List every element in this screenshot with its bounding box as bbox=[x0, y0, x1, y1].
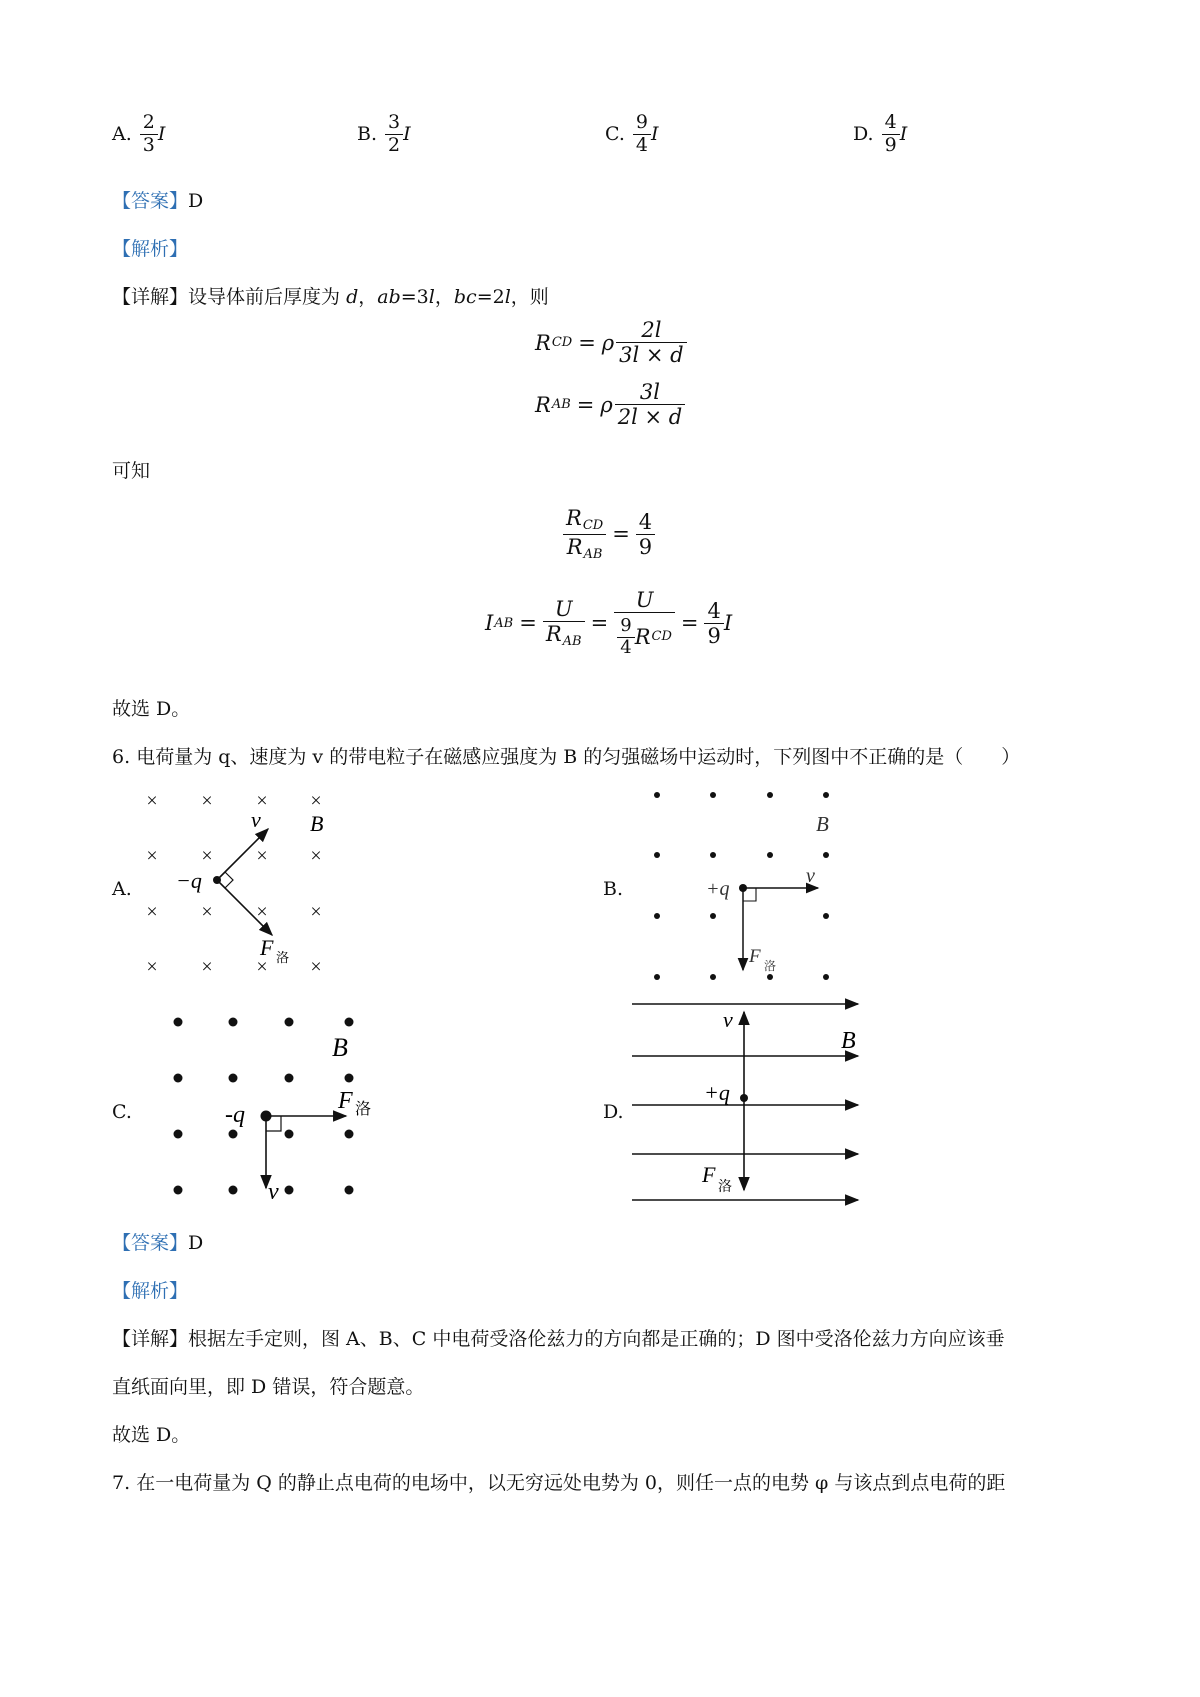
figure-b-f-label: F bbox=[749, 946, 761, 967]
q6-label-c: C. bbox=[112, 1101, 132, 1123]
option-c: C. $\frac{9}{4}$ I bbox=[605, 111, 659, 156]
q5-known: 可知 bbox=[112, 460, 151, 482]
svg-text:×: × bbox=[310, 901, 322, 923]
equation-ratio-rhs: $\frac{4}{9}$ bbox=[636, 510, 655, 559]
q6-detail-line-2: 直纸面向里，即 D 错误，符合题意。 bbox=[112, 1376, 425, 1398]
figure-d-v-label: v bbox=[723, 1007, 733, 1032]
figure-d-charge-label: +q bbox=[704, 1080, 730, 1105]
svg-text:×: × bbox=[146, 956, 158, 978]
q6-detail-line-1: 【详解】根据左手定则，图 A、B、C 中电荷受洛伦兹力的方向都是正确的；D 图中受洛伦兹力方向应该垂 bbox=[112, 1328, 1005, 1350]
figure-a bbox=[146, 790, 323, 978]
figure-d-field-lines bbox=[632, 1004, 858, 1200]
svg-text:×: × bbox=[310, 790, 322, 812]
equation-current-frac3: $\frac{4}{9}$ bbox=[704, 599, 723, 648]
figure-d-b-label: B bbox=[841, 1028, 856, 1054]
figure-c-f-label: F bbox=[338, 1088, 353, 1114]
figure-d-f-sub: 洛 bbox=[718, 1180, 732, 1195]
option-b-fraction: $\frac{3}{2}$ bbox=[385, 112, 403, 157]
figure-b bbox=[654, 792, 829, 980]
figure-a-f-label: F bbox=[260, 935, 274, 960]
q6-label-d: D. bbox=[603, 1101, 624, 1123]
equation-ratio-lhs: $\frac{R_{CD}}{R_{AB}}$ bbox=[563, 506, 606, 563]
q5-detail: 【详解】设导体前后厚度为 d，ab=3l，bc=2l，则 bbox=[112, 286, 549, 308]
equation-r-cd-fraction: $\frac{2l}{3l \times d}$ bbox=[616, 318, 686, 367]
equation-current: I AB = $\frac{U}{R_{AB}}$ = U $\frac{9}{4}$ R CD = $\frac{4}{9}$ I bbox=[485, 588, 733, 658]
q6-analysis-tag: 【解析】 bbox=[112, 1280, 189, 1302]
figure-c-f-sub: 洛 bbox=[355, 1101, 372, 1118]
svg-text:×: × bbox=[146, 845, 158, 867]
q5-choose: 故选 D。 bbox=[112, 698, 191, 720]
option-d-fraction: $\frac{4}{9}$ bbox=[882, 112, 900, 157]
q6-stem: 6. 电荷量为 q、速度为 v 的带电粒子在磁感应强度为 B 的匀强磁场中运动时，下列图中不正确的是（ ） bbox=[112, 746, 1021, 768]
figure-a-b-label: B bbox=[310, 811, 324, 836]
figure-d bbox=[632, 1004, 858, 1200]
svg-text:×: × bbox=[146, 790, 158, 812]
figure-a-f-sub: 洛 bbox=[276, 950, 290, 965]
q6-answer: 【答案】D bbox=[112, 1232, 204, 1254]
equation-current-frac1: $\frac{U}{R_{AB}}$ bbox=[543, 597, 585, 650]
q5-analysis-tag: 【解析】 bbox=[112, 238, 189, 260]
q5-answer: 【答案】D bbox=[112, 190, 204, 212]
option-a: A. $\frac{2}{3}$ I bbox=[112, 111, 166, 156]
equation-r-ab-fraction: $\frac{3l}{2l \times d}$ bbox=[615, 380, 685, 429]
figure-b-b-label: B bbox=[816, 812, 829, 836]
equation-ratio: $\frac{R_{CD}}{R_{AB}}$ = $\frac{4}{9}$ bbox=[563, 506, 655, 563]
figure-a-v-label: v bbox=[251, 807, 261, 832]
figure-c bbox=[174, 1018, 372, 1206]
figure-d-f-label: F bbox=[702, 1162, 716, 1187]
q6-label-a: A. bbox=[112, 878, 132, 900]
figure-c-charge-label: -q bbox=[225, 1102, 245, 1128]
option-b: B. $\frac{3}{2}$ I bbox=[357, 111, 411, 156]
option-a-fraction: $\frac{2}{3}$ bbox=[140, 112, 158, 157]
option-d: D. $\frac{4}{9}$ I bbox=[853, 111, 908, 156]
figure-c-b-label: B bbox=[332, 1033, 348, 1062]
q6-choose: 故选 D。 bbox=[112, 1424, 191, 1446]
figure-a-charge-label: −q bbox=[176, 868, 202, 893]
svg-text:×: × bbox=[256, 790, 268, 812]
svg-text:×: × bbox=[201, 956, 213, 978]
figure-b-v-label: v bbox=[806, 865, 815, 887]
figure-c-dots bbox=[174, 1018, 354, 1195]
option-c-fraction: $\frac{9}{4}$ bbox=[633, 112, 651, 157]
svg-text:×: × bbox=[201, 845, 213, 867]
figure-c-v-label: v bbox=[268, 1179, 279, 1205]
figure-b-charge-label: +q bbox=[706, 878, 730, 900]
equation-current-frac2: U $\frac{9}{4}$ R CD bbox=[614, 588, 675, 659]
equation-r-ab: R AB = ρ $\frac{3l}{2l \times d}$ bbox=[535, 380, 685, 429]
svg-text:×: × bbox=[201, 790, 213, 812]
svg-text:×: × bbox=[256, 901, 268, 923]
svg-text:×: × bbox=[310, 845, 322, 867]
q6-label-b: B. bbox=[603, 878, 624, 900]
svg-text:×: × bbox=[256, 845, 268, 867]
figure-a-cross-marks bbox=[146, 790, 324, 978]
equation-r-cd: R CD = ρ $\frac{2l}{3l \times d}$ bbox=[535, 318, 687, 367]
figure-b-f-sub: 洛 bbox=[764, 959, 777, 973]
svg-text:×: × bbox=[256, 956, 268, 978]
svg-text:×: × bbox=[201, 901, 213, 923]
svg-text:×: × bbox=[146, 901, 158, 923]
svg-text:×: × bbox=[310, 956, 322, 978]
figure-a-right-angle bbox=[225, 872, 233, 888]
q7-stem: 7. 在一电荷量为 Q 的静止点电荷的电场中，以无穷远处电势为 0，则任一点的电势 φ 与该点到点电荷的距 bbox=[112, 1472, 1006, 1494]
